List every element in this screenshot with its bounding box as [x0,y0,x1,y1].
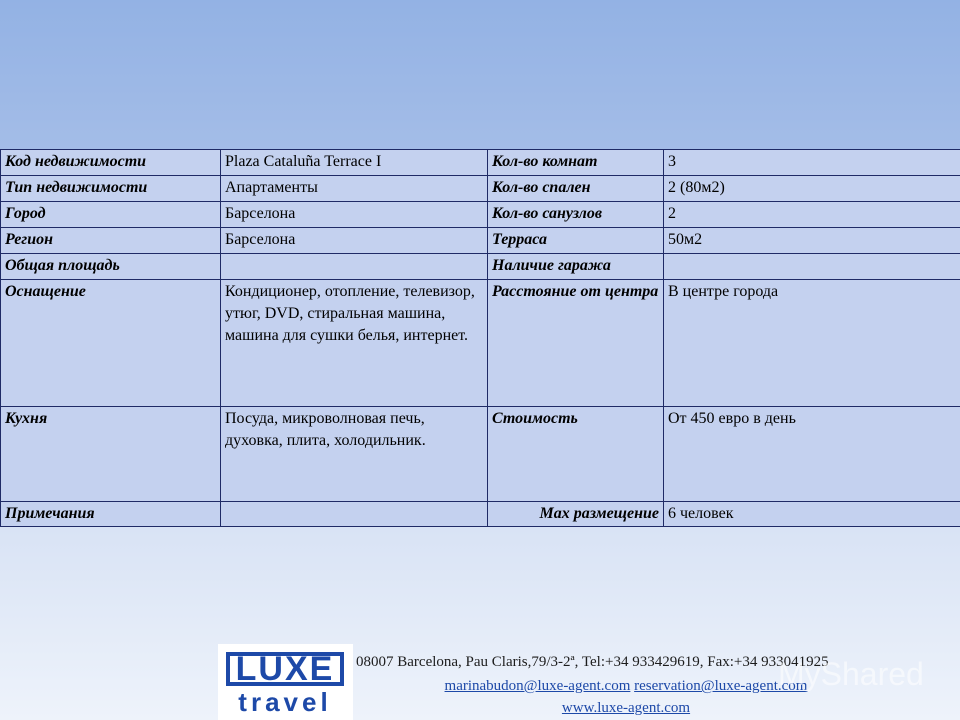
label-max-occupancy: Max размещение [488,502,664,527]
value-rooms: 3 [664,150,960,176]
logo-travel-text: travel [238,687,332,717]
value-garage [664,254,960,280]
label-bathrooms: Кол-во санузлов [488,202,664,228]
website-link[interactable]: www.luxe-agent.com [561,700,691,716]
value-kitchen: Посуда, микроволновая печь, духовка, плита, холодильник. [221,407,488,502]
luxe-travel-logo [218,644,353,720]
watermark: MyShared [778,656,924,692]
label-distance-center: Расстояние от центра [488,280,664,407]
value-price: От 450 евро в день [664,407,960,502]
value-bathrooms: 2 [664,202,960,228]
label-property-code: Код недвижимости [1,150,221,176]
table-row [1,176,960,202]
email-link-marina[interactable]: marinabudon@luxe-agent.com [444,678,631,694]
table-row [1,150,960,176]
value-city: Барселона [221,202,488,228]
table-row [1,502,960,527]
value-region: Барселона [221,228,488,254]
label-region: Регион [1,228,221,254]
value-notes [221,502,488,527]
value-property-type: Апартаменты [221,176,488,202]
table-row [1,407,960,502]
table-row [1,254,960,280]
label-property-type: Тип недвижимости [1,176,221,202]
label-bedrooms: Кол-во спален [488,176,664,202]
label-total-area: Общая площадь [1,254,221,280]
value-max-occupancy: 6 человек [664,502,960,527]
table-row [1,280,960,407]
property-table [0,149,960,527]
label-terrace: Терраса [488,228,664,254]
email-link-reservation[interactable]: reservation@luxe-agent.com [634,678,808,694]
label-kitchen: Кухня [1,407,221,502]
value-equipment: Кондиционер, отопление, телевизор, утюг, DVD, стиральная машина, машина для сушки белья, интернет. [221,280,488,407]
label-garage: Наличие гаража [488,254,664,280]
value-terrace: 50м2 [664,228,960,254]
table-row [1,202,960,228]
logo-luxe-text: LUXE [226,652,344,686]
label-equipment: Оснащение [1,280,221,407]
value-distance-center: В центре города [664,280,960,407]
value-bedrooms: 2 (80м2) [664,176,960,202]
table-row [1,228,960,254]
footer-website [356,700,896,717]
value-property-code: Plaza Cataluña Terrace I [221,150,488,176]
label-price: Стоимость [488,407,664,502]
footer-address: 08007 Barcelona, Pau Claris,79/3-2ª, Tel:+34 933429619, Fax:+34 933041925 [356,654,829,670]
label-city: Город [1,202,221,228]
label-notes: Примечания [1,502,221,527]
label-rooms: Кол-во комнат [488,150,664,176]
value-total-area [221,254,488,280]
